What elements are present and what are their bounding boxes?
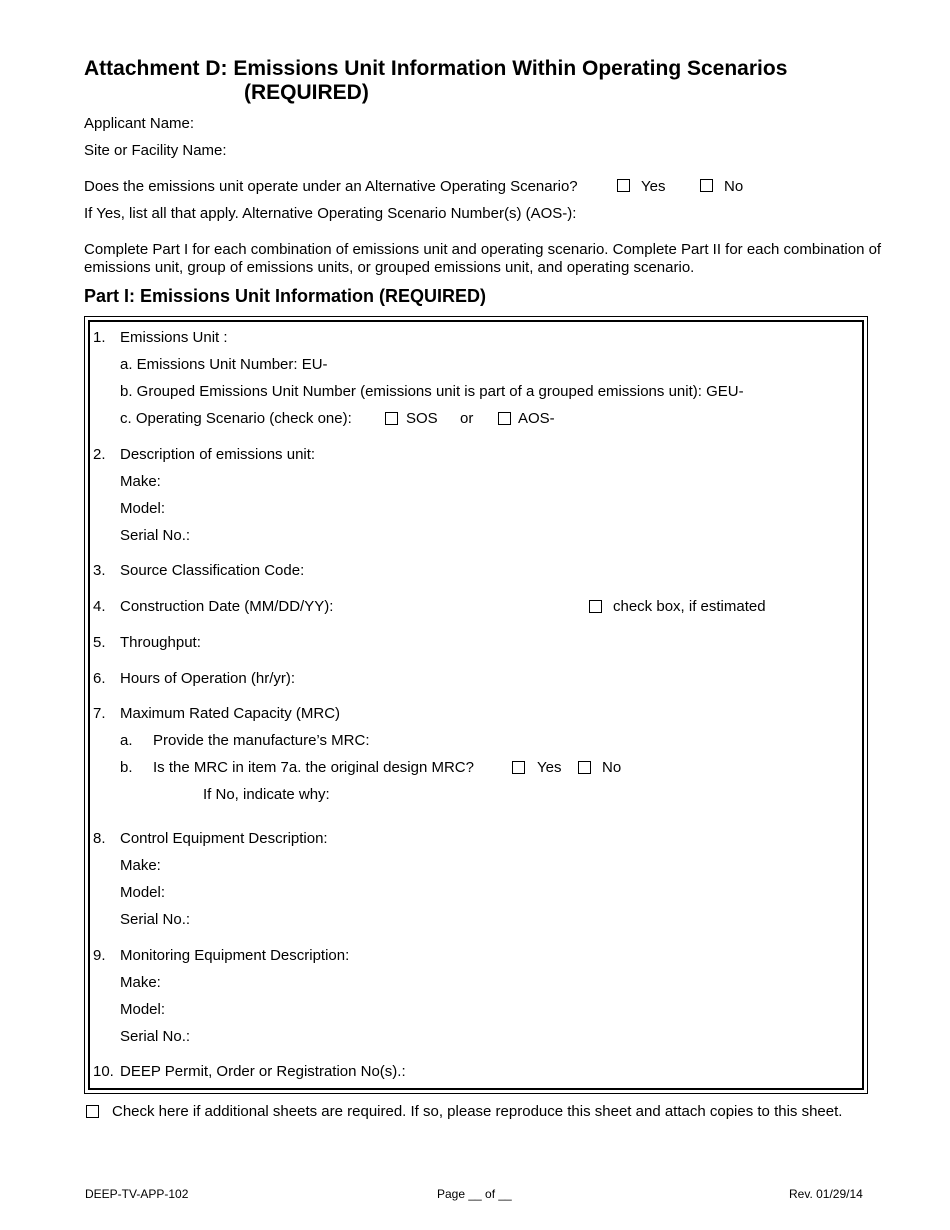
item2-number: 2. xyxy=(93,446,106,463)
item9-number: 9. xyxy=(93,947,106,964)
item8-serial: Serial No.: xyxy=(120,911,191,928)
estimated-checkbox[interactable] xyxy=(589,600,602,613)
item7b-text: Is the MRC in item 7a. the original design MRC? xyxy=(153,759,474,776)
aos-if-yes-label: If Yes, list all that apply. Alternative Operating Scenario Number(s) (AOS-): xyxy=(84,205,577,222)
mrc-no-label: No xyxy=(602,759,622,776)
additional-sheets-checkbox[interactable] xyxy=(86,1105,99,1118)
item1-number: 1. xyxy=(93,329,106,346)
item2-label: Description of emissions unit: xyxy=(120,446,316,463)
item9-serial: Serial No.: xyxy=(120,1028,191,1045)
aos-yes-label: Yes xyxy=(641,178,666,195)
item4-label: Construction Date (MM/DD/YY): xyxy=(120,598,334,615)
item2-serial: Serial No.: xyxy=(120,527,191,544)
mrc-yes-label: Yes xyxy=(537,759,562,776)
item1b-geu-number: b. Grouped Emissions Unit Number (emissions unit is part of a grouped emissions unit): GEU- xyxy=(120,383,744,400)
or-label: or xyxy=(460,410,474,427)
item3-number: 3. xyxy=(93,562,106,579)
item7-number: 7. xyxy=(93,705,106,722)
item5-number: 5. xyxy=(93,634,106,651)
applicant-name-label: Applicant Name: xyxy=(84,115,195,132)
footer-page-number: Page __ of __ xyxy=(437,1187,512,1201)
aos-yes-checkbox[interactable] xyxy=(617,179,630,192)
sos-label: SOS xyxy=(406,410,438,427)
footer-revision: Rev. 01/29/14 xyxy=(789,1187,863,1201)
item10-label: DEEP Permit, Order or Registration No(s).: xyxy=(120,1063,406,1080)
page-title-required: (REQUIRED) xyxy=(244,81,369,104)
part1-heading: Part I: Emissions Unit Information (REQUIRED) xyxy=(84,286,487,306)
item4-number: 4. xyxy=(93,598,106,615)
aos-no-label: No xyxy=(724,178,744,195)
item2-make: Make: xyxy=(120,473,161,490)
footer-form-id: DEEP-TV-APP-102 xyxy=(85,1187,189,1201)
item8-number: 8. xyxy=(93,830,106,847)
aos-scenario-checkbox[interactable] xyxy=(498,412,511,425)
item1c-operating-scenario: c. Operating Scenario (check one): xyxy=(120,410,352,427)
site-name-label: Site or Facility Name: xyxy=(84,142,227,159)
item7-label: Maximum Rated Capacity (MRC) xyxy=(120,705,341,722)
item3-label: Source Classification Code: xyxy=(120,562,305,579)
aos-scenario-label: AOS- xyxy=(518,410,555,427)
instructions-paragraph: Complete Part I for each combination of emissions unit and operating scenario. Complete Part II for each combination of emissions unit, group of emissions units, or grouped emissions unit, and operating scenario. xyxy=(84,241,882,276)
item6-number: 6. xyxy=(93,670,106,687)
item7-if-no: If No, indicate why: xyxy=(203,786,330,803)
aos-question: Does the emissions unit operate under an Alternative Operating Scenario? xyxy=(84,178,578,195)
item9-make: Make: xyxy=(120,974,161,991)
estimated-label: check box, if estimated xyxy=(613,598,766,615)
item7b-letter: b. xyxy=(120,759,133,776)
item1a-eu-number: a. Emissions Unit Number: EU- xyxy=(120,356,328,373)
item7a-text: Provide the manufacture’s MRC: xyxy=(153,732,370,749)
item8-model: Model: xyxy=(120,884,166,901)
item8-label: Control Equipment Description: xyxy=(120,830,328,847)
item1-label: Emissions Unit : xyxy=(120,329,228,346)
item10-number: 10. xyxy=(93,1063,114,1080)
aos-no-checkbox[interactable] xyxy=(700,179,713,192)
item6-label: Hours of Operation (hr/yr): xyxy=(120,670,296,687)
item9-label: Monitoring Equipment Description: xyxy=(120,947,350,964)
item5-label: Throughput: xyxy=(120,634,201,651)
item8-make: Make: xyxy=(120,857,161,874)
item9-model: Model: xyxy=(120,1001,166,1018)
item2-model: Model: xyxy=(120,500,166,517)
mrc-yes-checkbox[interactable] xyxy=(512,761,525,774)
item7a-letter: a. xyxy=(120,732,133,749)
page-title: Attachment D: Emissions Unit Information Within Operating Scenarios xyxy=(84,57,788,80)
mrc-no-checkbox[interactable] xyxy=(578,761,591,774)
additional-sheets-label: Check here if additional sheets are required. If so, please reproduce this sheet and attach copies to this sheet. xyxy=(112,1103,843,1120)
sos-checkbox[interactable] xyxy=(385,412,398,425)
